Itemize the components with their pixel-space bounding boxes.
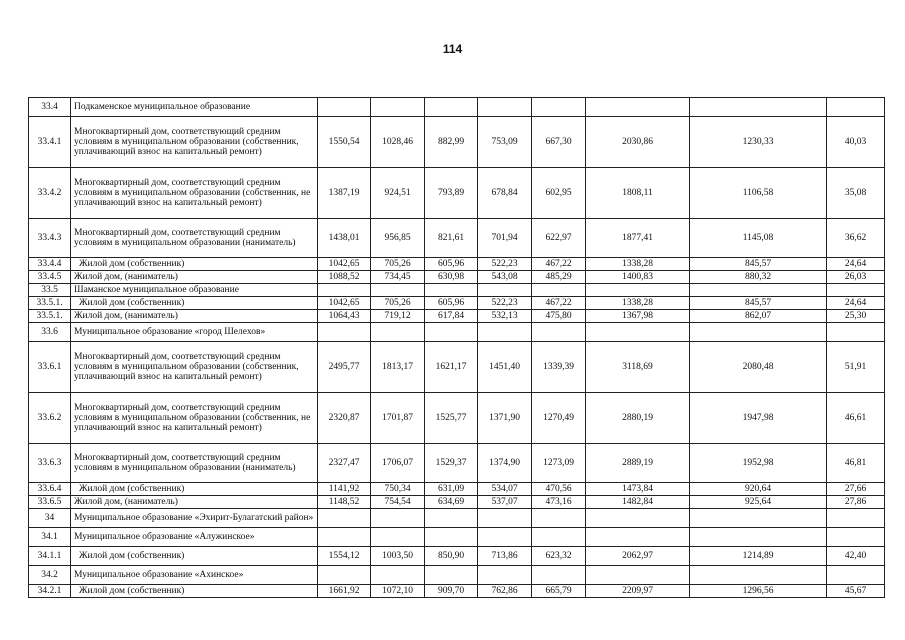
- value-cell: 46,81: [827, 444, 885, 483]
- value-cell: 2209,97: [586, 585, 690, 598]
- value-cell: 665,79: [532, 585, 586, 598]
- value-cell: 880,32: [690, 271, 827, 284]
- value-cell: 753,09: [478, 117, 532, 168]
- value-cell: 1877,41: [586, 219, 690, 258]
- table-row: [29, 219, 885, 258]
- value-cell: [532, 284, 586, 297]
- row-name: Жилой дом (собственник): [71, 585, 318, 598]
- section-row: [29, 528, 885, 547]
- value-cell: 2495,77: [318, 342, 371, 393]
- value-cell: [478, 528, 532, 547]
- value-cell: [478, 566, 532, 585]
- row-name: Жилой дом, (наниматель): [71, 271, 318, 284]
- value-cell: 522,23: [478, 258, 532, 271]
- section-title: Подкаменское муниципальное образование: [71, 98, 318, 117]
- row-code: 33.6: [29, 323, 71, 342]
- table-row: [29, 342, 885, 393]
- value-cell: 667,30: [532, 117, 586, 168]
- value-cell: 701,94: [478, 219, 532, 258]
- table-row: [29, 310, 885, 323]
- value-cell: [478, 323, 532, 342]
- value-cell: 754,54: [371, 496, 425, 509]
- value-cell: [690, 323, 827, 342]
- row-code: 33.5.1.: [29, 297, 71, 310]
- section-title: Муниципальное образование «город Шелехов»: [71, 323, 318, 342]
- value-cell: 1400,83: [586, 271, 690, 284]
- value-cell: 1438,01: [318, 219, 371, 258]
- value-cell: [318, 98, 371, 117]
- value-cell: 1296,56: [690, 585, 827, 598]
- value-cell: [586, 509, 690, 528]
- value-cell: 24,64: [827, 297, 885, 310]
- value-cell: 1141,92: [318, 483, 371, 496]
- value-cell: 35,08: [827, 168, 885, 219]
- value-cell: 2889,19: [586, 444, 690, 483]
- tariff-table: [28, 97, 885, 598]
- row-code: 34: [29, 509, 71, 528]
- table-row: [29, 444, 885, 483]
- row-name: Жилой дом, (наниматель): [71, 496, 318, 509]
- value-cell: [532, 566, 586, 585]
- row-code: 33.5: [29, 284, 71, 297]
- value-cell: 705,26: [371, 258, 425, 271]
- value-cell: [827, 528, 885, 547]
- section-row: [29, 509, 885, 528]
- value-cell: 1230,33: [690, 117, 827, 168]
- value-cell: 862,07: [690, 310, 827, 323]
- value-cell: 2030,86: [586, 117, 690, 168]
- section-row: [29, 566, 885, 585]
- value-cell: 924,51: [371, 168, 425, 219]
- value-cell: [532, 98, 586, 117]
- value-cell: 1338,28: [586, 297, 690, 310]
- value-cell: [827, 509, 885, 528]
- section-row: [29, 323, 885, 342]
- value-cell: 24,64: [827, 258, 885, 271]
- value-cell: 1706,07: [371, 444, 425, 483]
- value-cell: [827, 284, 885, 297]
- value-cell: 1529,37: [425, 444, 478, 483]
- value-cell: [827, 323, 885, 342]
- table-row: [29, 547, 885, 566]
- value-cell: 1621,17: [425, 342, 478, 393]
- row-code: 33.6.1: [29, 342, 71, 393]
- row-code: 33.6.5: [29, 496, 71, 509]
- row-code: 34.1.1: [29, 547, 71, 566]
- value-cell: 46,61: [827, 393, 885, 444]
- value-cell: 1374,90: [478, 444, 532, 483]
- value-cell: 1042,65: [318, 258, 371, 271]
- row-name: Жилой дом, (наниматель): [71, 310, 318, 323]
- row-name: Многоквартирный дом, соответствующий средним условиям в муниципальном образовании (собственник, уплачивающий взнос на капитальный ремонт): [71, 342, 318, 393]
- value-cell: 1808,11: [586, 168, 690, 219]
- value-cell: 475,80: [532, 310, 586, 323]
- table-row: [29, 271, 885, 284]
- value-cell: 2880,19: [586, 393, 690, 444]
- value-cell: [478, 98, 532, 117]
- value-cell: 534,07: [478, 483, 532, 496]
- row-code: 33.6.4: [29, 483, 71, 496]
- value-cell: 734,45: [371, 271, 425, 284]
- value-cell: 1214,89: [690, 547, 827, 566]
- row-code: 33.6.3: [29, 444, 71, 483]
- value-cell: [690, 566, 827, 585]
- value-cell: 1482,84: [586, 496, 690, 509]
- value-cell: [425, 509, 478, 528]
- section-title: Муниципальное образование «Ахинское»: [71, 566, 318, 585]
- value-cell: 762,86: [478, 585, 532, 598]
- value-cell: [371, 566, 425, 585]
- value-cell: [318, 566, 371, 585]
- value-cell: [371, 528, 425, 547]
- value-cell: [318, 323, 371, 342]
- row-name: Жилой дом (собственник): [71, 297, 318, 310]
- value-cell: 467,22: [532, 297, 586, 310]
- row-code: 34.2.1: [29, 585, 71, 598]
- table-row: [29, 297, 885, 310]
- value-cell: [425, 323, 478, 342]
- value-cell: 845,57: [690, 258, 827, 271]
- value-cell: 1270,49: [532, 393, 586, 444]
- value-cell: 3118,69: [586, 342, 690, 393]
- section-title: Муниципальное образование «Эхирит-Булагатский район»: [71, 509, 318, 528]
- section-title: Муниципальное образование «Алужинское»: [71, 528, 318, 547]
- value-cell: 1028,46: [371, 117, 425, 168]
- value-cell: [371, 284, 425, 297]
- value-cell: 485,29: [532, 271, 586, 284]
- row-name: Многоквартирный дом, соответствующий средним условиям в муниципальном образовании (собственник, не уплачивающий взнос на капитальный ремонт): [71, 168, 318, 219]
- value-cell: 821,61: [425, 219, 478, 258]
- value-cell: 1661,92: [318, 585, 371, 598]
- value-cell: 617,84: [425, 310, 478, 323]
- value-cell: 42,40: [827, 547, 885, 566]
- row-name: Жилой дом (собственник): [71, 483, 318, 496]
- value-cell: 793,89: [425, 168, 478, 219]
- value-cell: 1273,09: [532, 444, 586, 483]
- value-cell: 1525,77: [425, 393, 478, 444]
- value-cell: 532,13: [478, 310, 532, 323]
- section-row: [29, 284, 885, 297]
- value-cell: [827, 98, 885, 117]
- row-name: Многоквартирный дом, соответствующий средним условиям в муниципальном образовании (собственник, уплачивающий взнос на капитальный ремонт): [71, 117, 318, 168]
- value-cell: [478, 509, 532, 528]
- value-cell: 51,91: [827, 342, 885, 393]
- value-cell: 2327,47: [318, 444, 371, 483]
- value-cell: 1473,84: [586, 483, 690, 496]
- value-cell: 36,62: [827, 219, 885, 258]
- table-row: [29, 483, 885, 496]
- value-cell: 909,70: [425, 585, 478, 598]
- value-cell: 634,69: [425, 496, 478, 509]
- value-cell: 25,30: [827, 310, 885, 323]
- value-cell: 27,66: [827, 483, 885, 496]
- row-code: 34.1: [29, 528, 71, 547]
- row-code: 33.4.2: [29, 168, 71, 219]
- value-cell: 2320,87: [318, 393, 371, 444]
- value-cell: [532, 509, 586, 528]
- value-cell: 1952,98: [690, 444, 827, 483]
- value-cell: [478, 284, 532, 297]
- value-cell: [586, 566, 690, 585]
- value-cell: [371, 323, 425, 342]
- value-cell: [586, 284, 690, 297]
- value-cell: 1148,52: [318, 496, 371, 509]
- value-cell: 1106,58: [690, 168, 827, 219]
- value-cell: [532, 528, 586, 547]
- value-cell: 605,96: [425, 297, 478, 310]
- value-cell: 705,26: [371, 297, 425, 310]
- value-cell: 2080,48: [690, 342, 827, 393]
- value-cell: 631,09: [425, 483, 478, 496]
- value-cell: 467,22: [532, 258, 586, 271]
- value-cell: 925,64: [690, 496, 827, 509]
- value-cell: 1072,10: [371, 585, 425, 598]
- value-cell: 1338,28: [586, 258, 690, 271]
- value-cell: 40,03: [827, 117, 885, 168]
- row-name: Жилой дом (собственник): [71, 547, 318, 566]
- row-code: 33.4.3: [29, 219, 71, 258]
- value-cell: 1339,39: [532, 342, 586, 393]
- table-row: [29, 496, 885, 509]
- value-cell: 45,67: [827, 585, 885, 598]
- section-row: [29, 98, 885, 117]
- value-cell: 1554,12: [318, 547, 371, 566]
- value-cell: 750,34: [371, 483, 425, 496]
- value-cell: [690, 509, 827, 528]
- value-cell: 1367,98: [586, 310, 690, 323]
- value-cell: [425, 566, 478, 585]
- value-cell: 27,86: [827, 496, 885, 509]
- value-cell: 605,96: [425, 258, 478, 271]
- value-cell: [425, 284, 478, 297]
- table-row: [29, 117, 885, 168]
- value-cell: [318, 528, 371, 547]
- row-name: Многоквартирный дом, соответствующий средним условиям в муниципальном образовании (наниматель): [71, 219, 318, 258]
- table-row: [29, 585, 885, 598]
- value-cell: 1003,50: [371, 547, 425, 566]
- value-cell: 1088,52: [318, 271, 371, 284]
- value-cell: 1042,65: [318, 297, 371, 310]
- value-cell: 1387,19: [318, 168, 371, 219]
- value-cell: 522,23: [478, 297, 532, 310]
- value-cell: 622,97: [532, 219, 586, 258]
- value-cell: [532, 323, 586, 342]
- value-cell: 2062,97: [586, 547, 690, 566]
- value-cell: [690, 98, 827, 117]
- table-row: [29, 168, 885, 219]
- value-cell: [318, 509, 371, 528]
- row-code: 33.6.2: [29, 393, 71, 444]
- value-cell: 1451,40: [478, 342, 532, 393]
- row-code: 33.4: [29, 98, 71, 117]
- row-name: Жилой дом (собственник): [71, 258, 318, 271]
- table-row: [29, 258, 885, 271]
- value-cell: 623,32: [532, 547, 586, 566]
- value-cell: [586, 528, 690, 547]
- row-name: Многоквартирный дом, соответствующий средним условиям в муниципальном образовании (наниматель): [71, 444, 318, 483]
- value-cell: 1145,08: [690, 219, 827, 258]
- value-cell: 537,07: [478, 496, 532, 509]
- value-cell: 850,90: [425, 547, 478, 566]
- value-cell: [371, 98, 425, 117]
- value-cell: [586, 323, 690, 342]
- value-cell: 882,99: [425, 117, 478, 168]
- row-code: 33.5.1.: [29, 310, 71, 323]
- row-code: 34.2: [29, 566, 71, 585]
- value-cell: 1947,98: [690, 393, 827, 444]
- table-row: [29, 393, 885, 444]
- value-cell: 543,08: [478, 271, 532, 284]
- page-number: 114: [442, 42, 463, 56]
- row-code: 33.4.5: [29, 271, 71, 284]
- value-cell: 1701,87: [371, 393, 425, 444]
- value-cell: [690, 528, 827, 547]
- section-title: Шаманское муниципальное образование: [71, 284, 318, 297]
- value-cell: 713,86: [478, 547, 532, 566]
- value-cell: 473,16: [532, 496, 586, 509]
- value-cell: [827, 566, 885, 585]
- value-cell: 630,98: [425, 271, 478, 284]
- value-cell: 26,03: [827, 271, 885, 284]
- value-cell: 678,84: [478, 168, 532, 219]
- row-code: 33.4.1: [29, 117, 71, 168]
- row-code: 33.4.4: [29, 258, 71, 271]
- value-cell: 470,56: [532, 483, 586, 496]
- value-cell: 1813,17: [371, 342, 425, 393]
- value-cell: 845,57: [690, 297, 827, 310]
- table-body: [29, 98, 885, 598]
- value-cell: 920,64: [690, 483, 827, 496]
- value-cell: 1371,90: [478, 393, 532, 444]
- row-name: Многоквартирный дом, соответствующий средним условиям в муниципальном образовании (собственник, не уплачивающий взнос на капитальный ремонт): [71, 393, 318, 444]
- value-cell: 719,12: [371, 310, 425, 323]
- value-cell: 1064,43: [318, 310, 371, 323]
- value-cell: 1550,54: [318, 117, 371, 168]
- value-cell: [425, 98, 478, 117]
- value-cell: [371, 509, 425, 528]
- value-cell: [690, 284, 827, 297]
- value-cell: [318, 284, 371, 297]
- value-cell: 602,95: [532, 168, 586, 219]
- value-cell: 956,85: [371, 219, 425, 258]
- value-cell: [425, 528, 478, 547]
- value-cell: [586, 98, 690, 117]
